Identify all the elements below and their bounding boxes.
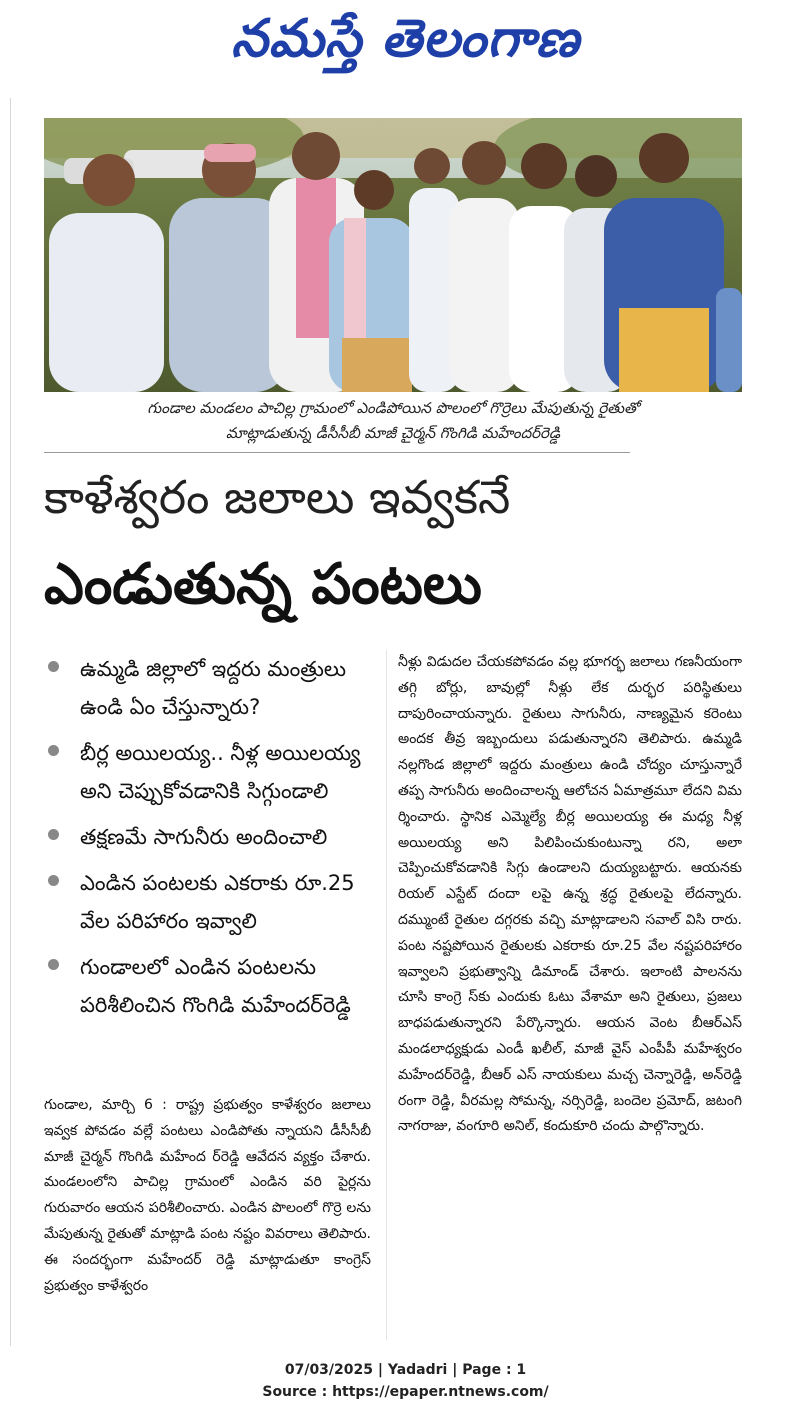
article-body-left: గుండాల, మార్చి 6 : రాష్ట్ర ప్రభుత్వం కాళేశ్వరం జలాలు ఇవ్వక పోవడం వల్లే పంటలు ఎండిపోతు న్నాయని డీసీసీబీ మాజీ చైర్మన్ గొంగిడి మహేంద ర్‌రెడ్డి ఆవేదన వ్యక్తం చేశారు. మండలంలోని పాచిల్ల గ్రామంలో ఎండిన వరి పైర్లను గురువారం ఆయన పరిశీలించారు. ఎండిన పొలంలో గొర్రె లను మేపుతున్న రైతుతో మాట్లాడి పంట నష్టం వివరాలు తెలిపారు. ఈ సందర్భంగా మహేందర్ రెడ్డి మాట్లాడుతూ కాంగ్రెస్ ప్రభుత్వం కాళేశ్వరం [44, 1097, 371, 1294]
bullet-dot-icon [48, 875, 59, 886]
bullet-item: గుండాలలో ఎండిన పంటలను పరిశీలించిన గొంగిడి మహేందర్‌రెడ్డి [44, 948, 384, 1024]
bullet-item: ఉమ్మడి జిల్లాలో ఇద్దరు మంత్రులు ఉండి ఏం చేస్తున్నారు? [44, 650, 384, 726]
column-rule [386, 650, 387, 1340]
headline-line-2: ఎండుతున్న పంటలు [44, 552, 482, 617]
news-photo [44, 118, 742, 392]
bullet-dot-icon [48, 661, 59, 672]
bullet-dot-icon [48, 959, 59, 970]
page-left-border [10, 98, 11, 1346]
caption-divider [44, 452, 630, 453]
bullet-item: తక్షణమే సాగునీరు అందించాలి [44, 818, 384, 856]
footer-source: Source : https://epaper.ntnews.com/ [262, 1384, 549, 1400]
headline-line-1: కాళేశ్వరం జలాలు ఇవ్వకనే [44, 470, 511, 524]
bullet-item: ఎండిన పంటలకు ఎకరాకు రూ.25 వేల పరిహారం ఇవ్వాలి [44, 864, 384, 940]
bullet-item: బీర్ల అయిలయ్య.. నీళ్ల అయిలయ్య అని చెప్పుకోవడానికి సిగ్గుండాలి [44, 734, 384, 810]
photo-caption-line-1: గుండాల మండలం పాచిల్ల గ్రామంలో ఎండిపోయిన పొలంలో గొర్రెలు మేపుతున్న రైతుతో [147, 399, 639, 417]
bullet-dot-icon [48, 829, 59, 840]
photo-caption-line-2: మాట్లాడుతున్న డీసీసీబీ మాజీ చైర్మన్ గొంగిడి మహేందర్‌రెడ్డి [225, 424, 561, 442]
article-body-right: నీళ్లు విడుదల చేయకపోవడం వల్ల భూగర్భ జలాలు గణనీయంగా తగ్గి బోర్లు, బావుల్లో నీళ్లు లేక దుర్భర పరిస్థితులు దాపురించాయన్నారు. రైతులు సాగునీరు, నాణ్యమైన కరెంటు అందక తీవ్ర ఇబ్బందులు పడుతున్నారని తెలిపారు. ఉమ్మడి నల్లగొండ జిల్లాలో ఇద్దరు మంత్రులు ఉండి చోద్యం చూస్తున్నారే తప్ప సాగునీరు అందించాలన్న ఆలోచన ఏమాత్రమూ లేదని విమ ర్శించారు. స్థానిక ఎమ్మెల్యే బీర్ల అయిలయ్య ఈ మధ్య నీళ్ల అయిలయ్య అని పిలిపించుకుంటున్నా రని, అలా చెప్పించుకోవడానికి సిగ్గు ఉండాలని దుయ్యబట్టారు. ఆయనకు రియల్ ఎస్టేట్ దందా లపై ఉన్న శ్రద్ధ రైతులపై లేదన్నారు. దమ్ముంటే రైతుల దగ్గరకు వచ్చి మాట్లాడాలని సవాల్ విసి రారు. పంట నష్టపోయిన రైతులకు ఎకరాకు రూ.25 వేల నష్టపరిహారం ఇవ్వాలని ప్రభుత్వాన్ని డిమాండ్ చేశారు. ఇలాంటి పాలనను చూసి కాంగ్రె స్‌కు ఎందుకు ఓటు వేశామా అని రైతులు, ప్రజలు బాధపడుతున్నారని పేర్కొన్నారు. ఆయన వెంట బీఆర్‌ఎస్ మండలాధ్యక్షుడు ఎండీ ఖలీల్, మాజీ వైస్ ఎంపీపీ మహేశ్వరం మహేందర్‌రెడ్డి, బీఆర్ ఎస్ నాయకులు మచ్చ చెన్నారెడ్డి, అన్‌రెడ్డి రంగా రెడ్డి, వీరమల్ల సోమన్న, నర్సిరెడ్డి, బందెల ప్రమోద్, జటంగి నాగరాజు, వంగూరి అనిల్, కందుకూరి చందు పాల్గొన్నారు. [398, 654, 742, 1135]
newspaper-logo: నమస్తే తెలంగాణ [231, 8, 580, 69]
news-photo-illustration [44, 118, 742, 392]
photo-caption [44, 396, 742, 446]
masthead [0, 8, 811, 74]
bullet-dot-icon [48, 745, 59, 756]
footer-edition-info: 07/03/2025 | Yadadri | Page : 1 [284, 1362, 527, 1378]
highlight-bullets [44, 650, 384, 1032]
